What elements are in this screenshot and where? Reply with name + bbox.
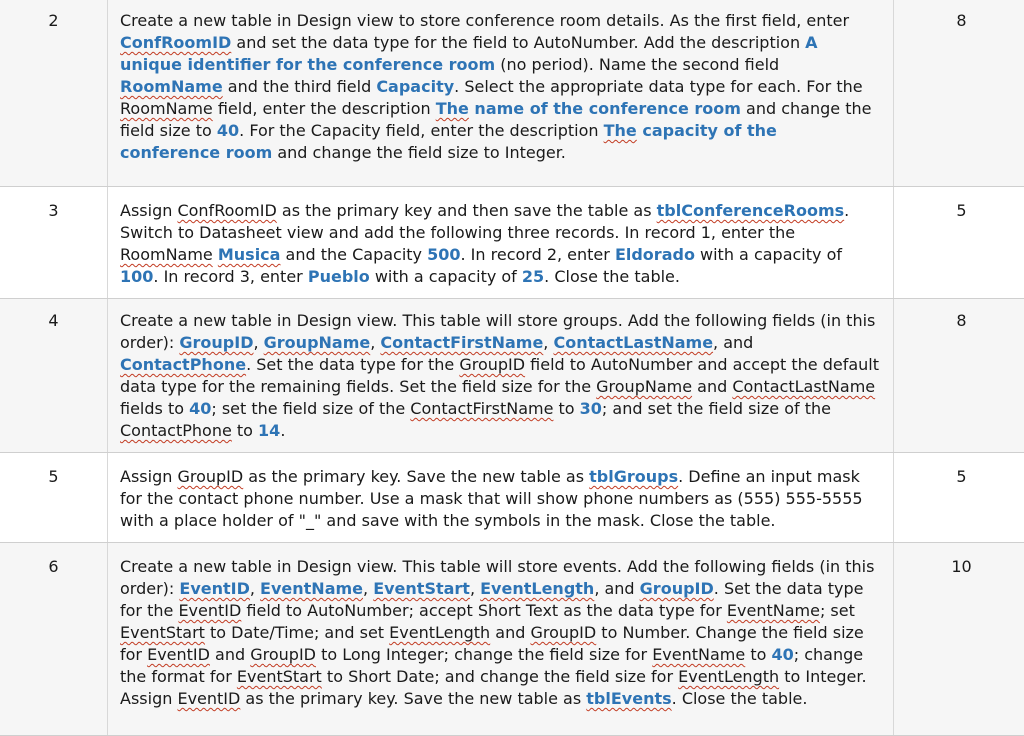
table-row xyxy=(0,453,1024,543)
text-run: and change the field size to Integer. xyxy=(272,143,566,162)
highlighted-term: 25 xyxy=(522,267,544,286)
text-run: and the third field xyxy=(223,77,377,96)
text-run: , xyxy=(470,579,480,598)
highlighted-term: The xyxy=(436,99,469,118)
field-name: GroupID xyxy=(177,467,243,486)
highlighted-term: A unique identifier for the conference room xyxy=(120,33,818,74)
highlighted-term: EventLength xyxy=(480,579,594,598)
text-run: field to AutoNumber; accept Short Text as the data type for xyxy=(241,601,727,620)
step-description xyxy=(108,453,894,543)
text-run: to Integer. Assign xyxy=(120,667,867,708)
text-run: Assign xyxy=(120,467,177,486)
text-run: . Close the table. xyxy=(544,267,680,286)
field-name: EventLength xyxy=(678,667,779,686)
highlighted-term: Musica xyxy=(218,245,281,264)
highlighted-term: 100 xyxy=(120,267,153,286)
table-row xyxy=(0,299,1024,453)
text-run: . Switch to Datasheet view and add the following three records. In record 1, enter the xyxy=(120,201,849,242)
step-points: 10 xyxy=(894,543,1024,736)
table-row xyxy=(0,543,1024,736)
text-run: as the primary key. Save the new table as xyxy=(243,467,589,486)
text-run: and xyxy=(210,645,250,664)
step-number: 3 xyxy=(0,187,108,299)
field-name: EventLength xyxy=(389,623,490,642)
text-run: to xyxy=(745,645,771,664)
text-run: to Date/Time; and set xyxy=(205,623,389,642)
field-name: GroupID xyxy=(459,355,525,374)
text-run: and change the field size to xyxy=(120,99,871,140)
step-number: 4 xyxy=(0,299,108,453)
text-run: . xyxy=(280,421,285,440)
step-description xyxy=(108,299,894,453)
step-points: 5 xyxy=(894,453,1024,543)
text-run: (no period). Name the second field xyxy=(495,55,779,74)
text-run: ; change the format for xyxy=(120,645,863,686)
text-run: . Select the appropriate data type for each. For the xyxy=(454,77,862,96)
text-run: ; and set the field size of the xyxy=(602,399,831,418)
step-description xyxy=(108,0,894,187)
field-name: EventID xyxy=(147,645,210,664)
text-run: Assign xyxy=(120,201,177,220)
text-run: as the primary key and then save the table as xyxy=(277,201,657,220)
text-run: . Set the data type for the xyxy=(120,579,864,620)
text-run: with a capacity of xyxy=(370,267,522,286)
text-run: , xyxy=(253,333,263,352)
highlighted-term: 40 xyxy=(771,645,793,664)
text-run: to Short Date; and change the field size for xyxy=(322,667,678,686)
highlighted-term: 14 xyxy=(258,421,280,440)
highlighted-term: GroupID xyxy=(640,579,714,598)
highlighted-term: GroupName xyxy=(264,333,371,352)
field-name: RoomName xyxy=(120,99,213,118)
field-name: ConfRoomID xyxy=(177,201,276,220)
text-run: to Long Integer; change the field size for xyxy=(316,645,652,664)
highlighted-term: ContactFirstName xyxy=(380,333,543,352)
field-name: GroupID xyxy=(530,623,596,642)
text-run: , xyxy=(363,579,373,598)
text-run: field, enter the description xyxy=(213,99,436,118)
text-run: with a capacity of xyxy=(695,245,842,264)
field-name: GroupName xyxy=(596,377,692,396)
field-name: ContactFirstName xyxy=(410,399,553,418)
highlighted-term: tblEvents xyxy=(586,689,671,708)
field-name: EventStart xyxy=(120,623,205,642)
field-name: EventName xyxy=(727,601,820,620)
text-run: ; set the field size of the xyxy=(211,399,410,418)
highlighted-term: Eldorado xyxy=(615,245,695,264)
text-run: Create a new table in Design view. This table will store groups. Add the following fields (in this order): xyxy=(120,311,875,352)
text-run: , and xyxy=(594,579,639,598)
text-run: Create a new table in Design view. This table will store events. Add the following fields (in this order): xyxy=(120,557,874,598)
text-run: to xyxy=(232,421,258,440)
highlighted-term: EventStart xyxy=(373,579,470,598)
step-points: 8 xyxy=(894,299,1024,453)
text-run: ; set xyxy=(820,601,855,620)
highlighted-term: 40 xyxy=(217,121,239,140)
field-name: GroupID xyxy=(250,645,316,664)
highlighted-term: The xyxy=(604,121,637,140)
highlighted-term: 40 xyxy=(189,399,211,418)
field-name: ContactLastName xyxy=(732,377,875,396)
highlighted-term: tblGroups xyxy=(589,467,678,486)
highlighted-term: capacity of the conference room xyxy=(120,121,777,162)
highlighted-term: GroupID xyxy=(179,333,253,352)
highlighted-term: tblConferenceRooms xyxy=(657,201,845,220)
step-number: 5 xyxy=(0,453,108,543)
text-run: , xyxy=(250,579,260,598)
step-points: 5 xyxy=(894,187,1024,299)
text-run: . Set the data type for the xyxy=(246,355,459,374)
step-number: 2 xyxy=(0,0,108,187)
highlighted-term: ConfRoomID xyxy=(120,33,231,52)
text-run: . Define an input mask for the contact phone number. Use a mask that will show phone numbers as (555) 555-5555 with a place holder of "_" and save with the symbols in the mask. Close the table. xyxy=(120,467,863,530)
field-name: EventID xyxy=(177,689,240,708)
text-run: . For the Capacity field, enter the description xyxy=(239,121,603,140)
text-run: . In record 3, enter xyxy=(153,267,307,286)
field-name: EventID xyxy=(178,601,241,620)
table-row xyxy=(0,187,1024,299)
highlighted-term: EventName xyxy=(260,579,363,598)
text-run: and xyxy=(692,377,732,396)
step-points: 8 xyxy=(894,0,1024,187)
highlighted-term: ContactLastName xyxy=(553,333,713,352)
highlighted-term: RoomName xyxy=(120,77,223,96)
highlighted-term: 30 xyxy=(580,399,602,418)
highlighted-term: Capacity xyxy=(376,77,454,96)
text-run: , and xyxy=(713,333,753,352)
field-name: EventName xyxy=(652,645,745,664)
text-run: to xyxy=(553,399,579,418)
text-run: and the Capacity xyxy=(280,245,427,264)
highlighted-term: name of the conference room xyxy=(469,99,741,118)
highlighted-term: ContactPhone xyxy=(120,355,246,374)
step-description xyxy=(108,543,894,736)
highlighted-term: Pueblo xyxy=(308,267,370,286)
text-run: . In record 2, enter xyxy=(461,245,615,264)
text-run: field to AutoNumber and accept the default data type for the remaining fields. Set the field size for the xyxy=(120,355,879,396)
highlighted-term: 500 xyxy=(427,245,460,264)
text-run: and xyxy=(490,623,530,642)
text-run: as the primary key. Save the new table as xyxy=(240,689,586,708)
text-run: to Number. Change the field size for xyxy=(120,623,864,664)
text-run: . Close the table. xyxy=(672,689,808,708)
text-run: Create a new table in Design view to store conference room details. As the first field, enter xyxy=(120,11,849,30)
highlighted-term: EventID xyxy=(179,579,249,598)
text-run: fields to xyxy=(120,399,189,418)
text-run: , xyxy=(370,333,380,352)
step-description xyxy=(108,187,894,299)
text-run: and set the data type for the field to AutoNumber. Add the description xyxy=(231,33,805,52)
field-name: ContactPhone xyxy=(120,421,232,440)
table-row xyxy=(0,0,1024,187)
text-run: , xyxy=(543,333,553,352)
field-name: RoomName xyxy=(120,245,213,264)
field-name: EventStart xyxy=(237,667,322,686)
step-number: 6 xyxy=(0,543,108,736)
